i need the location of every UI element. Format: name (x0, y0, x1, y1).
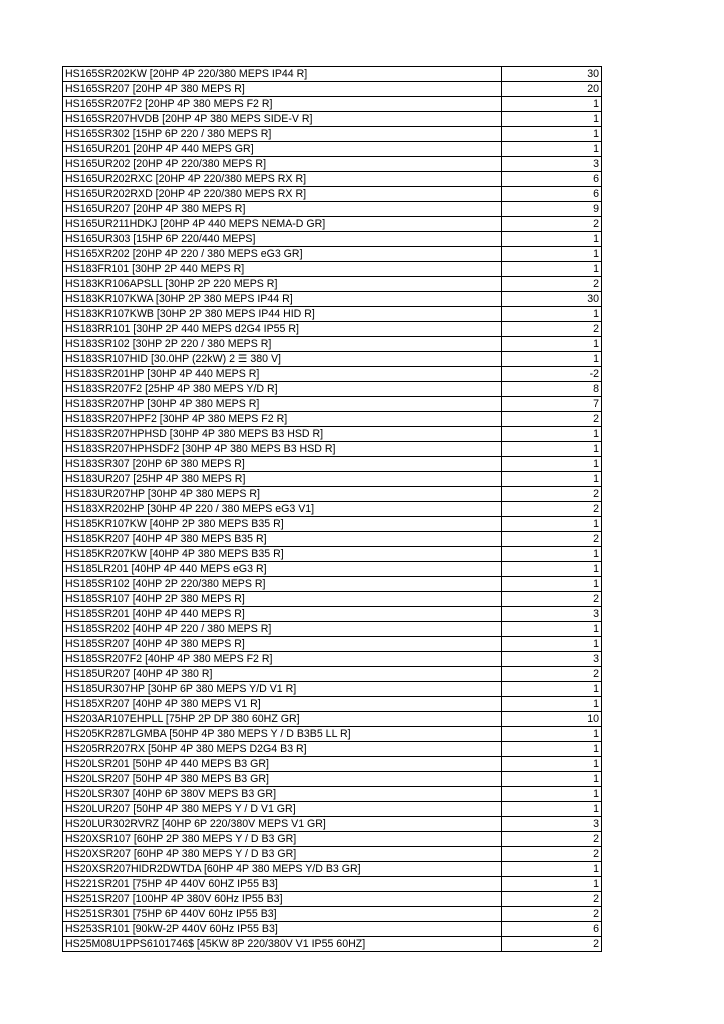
item-quantity-cell: 6 (502, 172, 602, 187)
item-quantity-cell: 1 (502, 127, 602, 142)
item-quantity-cell: 1 (502, 682, 602, 697)
item-description-cell: HS20XSR207HIDR2DWTDA [60HP 4P 380 MEPS Y/D B3 GR] (63, 862, 502, 877)
table-row (63, 802, 602, 817)
table-row (63, 637, 602, 652)
item-quantity-cell: 9 (502, 202, 602, 217)
table-row (63, 127, 602, 142)
table-row (63, 592, 602, 607)
item-description-cell: HS185UR307HP [30HP 6P 380 MEPS Y/D V1 R] (63, 682, 502, 697)
item-quantity-cell: 1 (502, 727, 602, 742)
table-row (63, 142, 602, 157)
item-description-cell: HS185UR207 [40HP 4P 380 R] (63, 667, 502, 682)
table-row (63, 532, 602, 547)
table-row (63, 877, 602, 892)
item-quantity-cell: 3 (502, 607, 602, 622)
item-description-cell: HS165UR211HDKJ [20HP 4P 440 MEPS NEMA-D GR] (63, 217, 502, 232)
item-description-cell: HS185KR207 [40HP 4P 380 MEPS B35 R] (63, 532, 502, 547)
item-description-cell: HS165UR303 [15HP 6P 220/440 MEPS] (63, 232, 502, 247)
item-quantity-cell: 2 (502, 532, 602, 547)
item-description-cell: HS20LSR307 [40HP 6P 380V MEPS B3 GR] (63, 787, 502, 802)
item-description-cell: HS183SR307 [20HP 6P 380 MEPS R] (63, 457, 502, 472)
table-row (63, 457, 602, 472)
item-description-cell: HS203AR107EHPLL [75HP 2P DP 380 60HZ GR] (63, 712, 502, 727)
table-row (63, 202, 602, 217)
item-quantity-cell: 1 (502, 262, 602, 277)
item-quantity-cell: 2 (502, 667, 602, 682)
item-quantity-cell: 10 (502, 712, 602, 727)
item-description-cell: HS20LSR207 [50HP 4P 380 MEPS B3 GR] (63, 772, 502, 787)
table-row (63, 217, 602, 232)
item-quantity-cell: 3 (502, 157, 602, 172)
item-description-cell: HS165UR201 [20HP 4P 440 MEPS GR] (63, 142, 502, 157)
item-quantity-cell: 1 (502, 97, 602, 112)
table-row (63, 247, 602, 262)
item-quantity-cell: 2 (502, 487, 602, 502)
item-quantity-cell: 1 (502, 472, 602, 487)
table-row (63, 892, 602, 907)
table-row (63, 742, 602, 757)
table-row (63, 652, 602, 667)
item-description-cell: HS205KR287LGMBA [50HP 4P 380 MEPS Y / D B3B5 LL R] (63, 727, 502, 742)
item-description-cell: HS183UR207HP [30HP 4P 380 MEPS R] (63, 487, 502, 502)
item-quantity-cell: 2 (502, 217, 602, 232)
table-row (63, 97, 602, 112)
table-row (63, 337, 602, 352)
item-description-cell: HS183SR207F2 [25HP 4P 380 MEPS Y/D R] (63, 382, 502, 397)
item-description-cell: HS183XR202HP [30HP 4P 220 / 380 MEPS eG3 V1] (63, 502, 502, 517)
item-quantity-cell: 1 (502, 622, 602, 637)
table-row (63, 622, 602, 637)
table-row (63, 487, 602, 502)
item-quantity-cell: 1 (502, 232, 602, 247)
table-row (63, 112, 602, 127)
item-description-cell: HS20XSR207 [60HP 4P 380 MEPS Y / D B3 GR] (63, 847, 502, 862)
table-row (63, 787, 602, 802)
item-description-cell: HS253SR101 [90kW-2P 440V 60Hz IP55 B3] (63, 922, 502, 937)
item-description-cell: HS183SR201HP [30HP 4P 440 MEPS R] (63, 367, 502, 382)
item-quantity-cell: 1 (502, 577, 602, 592)
table-row (63, 502, 602, 517)
item-description-cell: HS165SR207F2 [20HP 4P 380 MEPS F2 R] (63, 97, 502, 112)
item-description-cell: HS165UR202RXD [20HP 4P 220/380 MEPS RX R] (63, 187, 502, 202)
table-row (63, 472, 602, 487)
table-row (63, 832, 602, 847)
table-row (63, 862, 602, 877)
table-row (63, 307, 602, 322)
item-description-cell: HS205RR207RX [50HP 4P 380 MEPS D2G4 B3 R] (63, 742, 502, 757)
item-description-cell: HS25M08U1PPS6101746$ [45KW 8P 220/380V V1 IP55 60HZ] (63, 937, 502, 952)
item-quantity-cell: 2 (502, 502, 602, 517)
item-description-cell: HS185SR102 [40HP 2P 220/380 MEPS R] (63, 577, 502, 592)
item-quantity-cell: 1 (502, 877, 602, 892)
item-description-cell: HS221SR201 [75HP 4P 440V 60HZ IP55 B3] (63, 877, 502, 892)
item-quantity-cell: 1 (502, 862, 602, 877)
table-row (63, 367, 602, 382)
item-description-cell: HS183SR102 [30HP 2P 220 / 380 MEPS R] (63, 337, 502, 352)
table-row (63, 727, 602, 742)
table-row (63, 562, 602, 577)
item-description-cell: HS20XSR107 [60HP 2P 380 MEPS Y / D B3 GR] (63, 832, 502, 847)
table-row (63, 232, 602, 247)
item-quantity-cell: 1 (502, 697, 602, 712)
table-row (63, 937, 602, 952)
item-quantity-cell: 2 (502, 277, 602, 292)
item-quantity-cell: 1 (502, 787, 602, 802)
item-quantity-cell: 1 (502, 247, 602, 262)
item-quantity-cell: -2 (502, 367, 602, 382)
item-description-cell: HS183KR106APSLL [30HP 2P 220 MEPS R] (63, 277, 502, 292)
item-description-cell: HS183RR101 [30HP 2P 440 MEPS d2G4 IP55 R] (63, 322, 502, 337)
item-description-cell: HS183SR207HPHSDF2 [30HP 4P 380 MEPS B3 HSD R] (63, 442, 502, 457)
item-description-cell: HS185KR207KW [40HP 4P 380 MEPS B35 R] (63, 547, 502, 562)
item-quantity-cell: 1 (502, 757, 602, 772)
item-quantity-cell: 2 (502, 322, 602, 337)
table-row (63, 352, 602, 367)
item-quantity-cell: 1 (502, 307, 602, 322)
table-row (63, 577, 602, 592)
item-description-cell: HS185XR207 [40HP 4P 380 MEPS V1 R] (63, 697, 502, 712)
item-description-cell: HS185SR202 [40HP 4P 220 / 380 MEPS R] (63, 622, 502, 637)
table-row (63, 847, 602, 862)
item-description-cell: HS183SR107HID [30.0HP (22kW) 2 ☰ 380 V] (63, 352, 502, 367)
item-quantity-cell: 1 (502, 457, 602, 472)
table-row (63, 157, 602, 172)
item-description-cell: HS185KR107KW [40HP 2P 380 MEPS B35 R] (63, 517, 502, 532)
item-quantity-cell: 30 (502, 67, 602, 82)
table-row (63, 262, 602, 277)
table-row (63, 322, 602, 337)
item-description-cell: HS165SR202KW [20HP 4P 220/380 MEPS IP44 R] (63, 67, 502, 82)
table-row (63, 442, 602, 457)
table-row (63, 172, 602, 187)
item-description-cell: HS185SR207 [40HP 4P 380 MEPS R] (63, 637, 502, 652)
item-description-cell: HS183FR101 [30HP 2P 440 MEPS R] (63, 262, 502, 277)
item-description-cell: HS185LR201 [40HP 4P 440 MEPS eG3 R] (63, 562, 502, 577)
item-quantity-cell: 2 (502, 937, 602, 952)
item-description-cell: HS165SR302 [15HP 6P 220 / 380 MEPS R] (63, 127, 502, 142)
item-description-cell: HS20LUR302RVRZ [40HP 6P 220/380V MEPS V1 GR] (63, 817, 502, 832)
item-quantity-cell: 3 (502, 652, 602, 667)
item-quantity-cell: 2 (502, 412, 602, 427)
item-quantity-cell: 1 (502, 517, 602, 532)
item-quantity-cell: 2 (502, 832, 602, 847)
table-row (63, 427, 602, 442)
item-description-cell: HS165SR207 [20HP 4P 380 MEPS R] (63, 82, 502, 97)
item-quantity-cell: 2 (502, 847, 602, 862)
table-row (63, 712, 602, 727)
item-description-cell: HS165XR202 [20HP 4P 220 / 380 MEPS eG3 GR] (63, 247, 502, 262)
item-quantity-cell: 1 (502, 802, 602, 817)
table-row (63, 67, 602, 82)
item-description-cell: HS165UR202RXC [20HP 4P 220/380 MEPS RX R] (63, 172, 502, 187)
table-row (63, 277, 602, 292)
item-quantity-cell: 1 (502, 142, 602, 157)
item-quantity-cell: 30 (502, 292, 602, 307)
table-row (63, 817, 602, 832)
item-description-cell: HS185SR107 [40HP 2P 380 MEPS R] (63, 592, 502, 607)
item-quantity-cell: 2 (502, 592, 602, 607)
item-quantity-cell: 1 (502, 352, 602, 367)
item-description-cell: HS20LUR207 [50HP 4P 380 MEPS Y / D V1 GR] (63, 802, 502, 817)
item-description-cell: HS185SR207F2 [40HP 4P 380 MEPS F2 R] (63, 652, 502, 667)
table-row (63, 382, 602, 397)
table-row (63, 697, 602, 712)
table-row (63, 187, 602, 202)
item-description-cell: HS251SR207 [100HP 4P 380V 60Hz IP55 B3] (63, 892, 502, 907)
item-quantity-cell: 1 (502, 637, 602, 652)
item-description-cell: HS183UR207 [25HP 4P 380 MEPS R] (63, 472, 502, 487)
table-row (63, 82, 602, 97)
table-row (63, 922, 602, 937)
table-row (63, 517, 602, 532)
table-row (63, 547, 602, 562)
item-quantity-cell: 20 (502, 82, 602, 97)
inventory-table (62, 66, 602, 952)
table-row (63, 397, 602, 412)
item-description-cell: HS183SR207HP [30HP 4P 380 MEPS R] (63, 397, 502, 412)
item-quantity-cell: 1 (502, 442, 602, 457)
item-quantity-cell: 1 (502, 772, 602, 787)
item-quantity-cell: 1 (502, 112, 602, 127)
item-description-cell: HS185SR201 [40HP 4P 440 MEPS R] (63, 607, 502, 622)
item-description-cell: HS165UR207 [20HP 4P 380 MEPS R] (63, 202, 502, 217)
table-row (63, 667, 602, 682)
item-description-cell: HS165SR207HVDB [20HP 4P 380 MEPS SIDE-V R] (63, 112, 502, 127)
table-row (63, 412, 602, 427)
item-quantity-cell: 1 (502, 547, 602, 562)
item-quantity-cell: 2 (502, 907, 602, 922)
item-description-cell: HS165UR202 [20HP 4P 220/380 MEPS R] (63, 157, 502, 172)
item-quantity-cell: 1 (502, 427, 602, 442)
item-quantity-cell: 2 (502, 892, 602, 907)
table-row (63, 292, 602, 307)
table-row (63, 607, 602, 622)
item-quantity-cell: 3 (502, 817, 602, 832)
item-description-cell: HS183SR207HPHSD [30HP 4P 380 MEPS B3 HSD R] (63, 427, 502, 442)
item-quantity-cell: 8 (502, 382, 602, 397)
item-description-cell: HS251SR301 [75HP 6P 440V 60Hz IP55 B3] (63, 907, 502, 922)
item-description-cell: HS183KR107KWA [30HP 2P 380 MEPS IP44 R] (63, 292, 502, 307)
item-quantity-cell: 6 (502, 187, 602, 202)
item-quantity-cell: 7 (502, 397, 602, 412)
item-quantity-cell: 1 (502, 742, 602, 757)
item-description-cell: HS183KR107KWB [30HP 2P 380 MEPS IP44 HID R] (63, 307, 502, 322)
table-row (63, 682, 602, 697)
table-row (63, 907, 602, 922)
table-row (63, 772, 602, 787)
item-quantity-cell: 1 (502, 337, 602, 352)
item-description-cell: HS183SR207HPF2 [30HP 4P 380 MEPS F2 R] (63, 412, 502, 427)
item-quantity-cell: 6 (502, 922, 602, 937)
item-description-cell: HS20LSR201 [50HP 4P 440 MEPS B3 GR] (63, 757, 502, 772)
table-row (63, 757, 602, 772)
item-quantity-cell: 1 (502, 562, 602, 577)
inventory-table-body (63, 67, 602, 952)
